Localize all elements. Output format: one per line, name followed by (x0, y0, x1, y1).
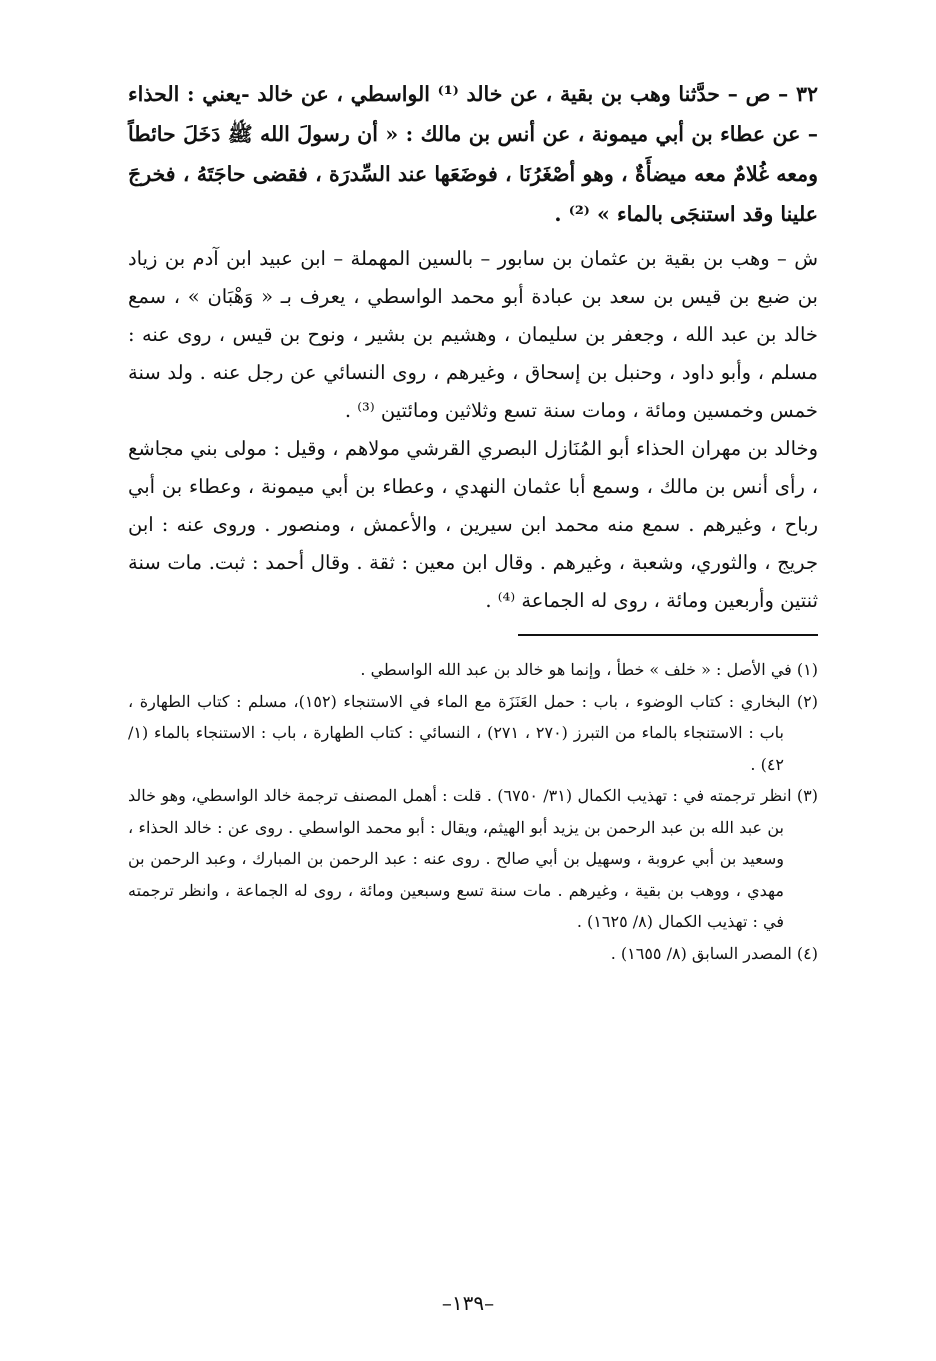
page-number: –١٣٩– (441, 1291, 495, 1315)
commentary-block (128, 240, 818, 620)
footnote-3: (٣) انظر ترجمته في : تهذيب الكمال (٣١/ ٦٧٥٠) . قلت : أهمل المصنف ترجمة خالد الواسطي، وهو خالد بن عبد الله بن عبد الرحمن بن يزيد أبو الهيثم، ويقال : أبو محمد الواسطي . روى عن : خالد الحذاء ، وسعيد بن أبي عروبة ، وسهيل بن أبي صالح . روى عنه : عبد الرحمن بن المبارك ، وعبد الرحمن بن مهدي ، ووهب بن بقية ، وغيرهم . مات سنة تسع وسبعين ومائة ، روى له الجماعة ، وانظر ترجمته في : تهذيب الكمال (٨/ ١٦٢٥) . (128, 786, 818, 931)
commentary-paragraph-2: وخالد بن مهران الحذاء أبو المُنَازل البصري القرشي مولاهم ، وقيل : مولى بني مجاشع ، رأى أنس بن مالك ، وسمع أبا عثمان النهدي ، وعطاء بن أبي ميمونة ، وعطاء بن أبي رباح ، وغيرهم . سمع منه محمد ابن سيرين ، والأعمش ، ومنصور . وروى عنه : ابن جريج ، والثوري، وشعبة ، وغيرهم . وقال ابن معين : ثقة . وقال أحمد : ثبت. مات سنة ثنتين وأربعين ومائة ، روى له الجماعة ⁽⁴⁾ . (128, 437, 818, 612)
footnote-4: (٤) المصدر السابق (٨/ ١٦٥٥) . (610, 943, 818, 963)
hadith-block (128, 74, 818, 234)
page-body (128, 74, 818, 969)
commentary-paragraph-1: ش – وهب بن بقية بن عثمان بن سابور – بالسين المهملة – ابن عبيد ابن آدم بن زياد بن ضبع بن قيس بن سعد بن عبادة أبو محمد الواسطي ، يعرف بـ « وَهْبَان » ، سمع خالد بن عبد الله ، وجعفر بن سليمان ، وهشيم بن بشير ، ونوح بن قيس ، روى عنه : مسلم ، وأبو داود ، وحنبل بن إسحاق ، وغيرهم ، روى النسائي عن رجل عنه . ولد سنة خمس وخمسين ومائة ، ومات سنة تسع وثلاثين ومائتين ⁽³⁾ . (128, 247, 818, 422)
footnote-1: (١) في الأصل : « خلف » خطأ ، وإنما هو خالد بن عبد الله الواسطي . (360, 660, 818, 679)
footnote-separator (518, 634, 818, 636)
footnote-2: (٢) البخاري : كتاب الوضوء ، باب : حمل العَنَزَة مع الماء في الاستنجاء (١٥٢)، مسلم : كتاب الطهارة ، باب : الاستنجاء بالماء من التبرز (٢٧٠ ، ٢٧١) ، النسائي : كتاب الطهارة ، باب : الاستنجاء بالماء (١/ ٤٢) . (128, 691, 819, 774)
hadith-text: ٣٢ – ص – حدَّثنا وهب بن بقية ، عن خالد ⁽¹⁾ الواسطي ، عن خالد -يعني : الحذاء – عن عطاء بن أبي ميمونة ، عن أنس بن مالك : « أن رسولَ الله ﷺ دَخَلَ حائطاً ومعه غُلامٌ معه ميضأَةٌ ، وهو أصْغَرُنَا ، فوضَعَها عند السِّدرَة ، فقضى حاجَتَهُ ، فخرجَ علينا وقد استنجَى بالماء » ⁽²⁾ . (128, 82, 819, 226)
footnotes (128, 654, 818, 969)
